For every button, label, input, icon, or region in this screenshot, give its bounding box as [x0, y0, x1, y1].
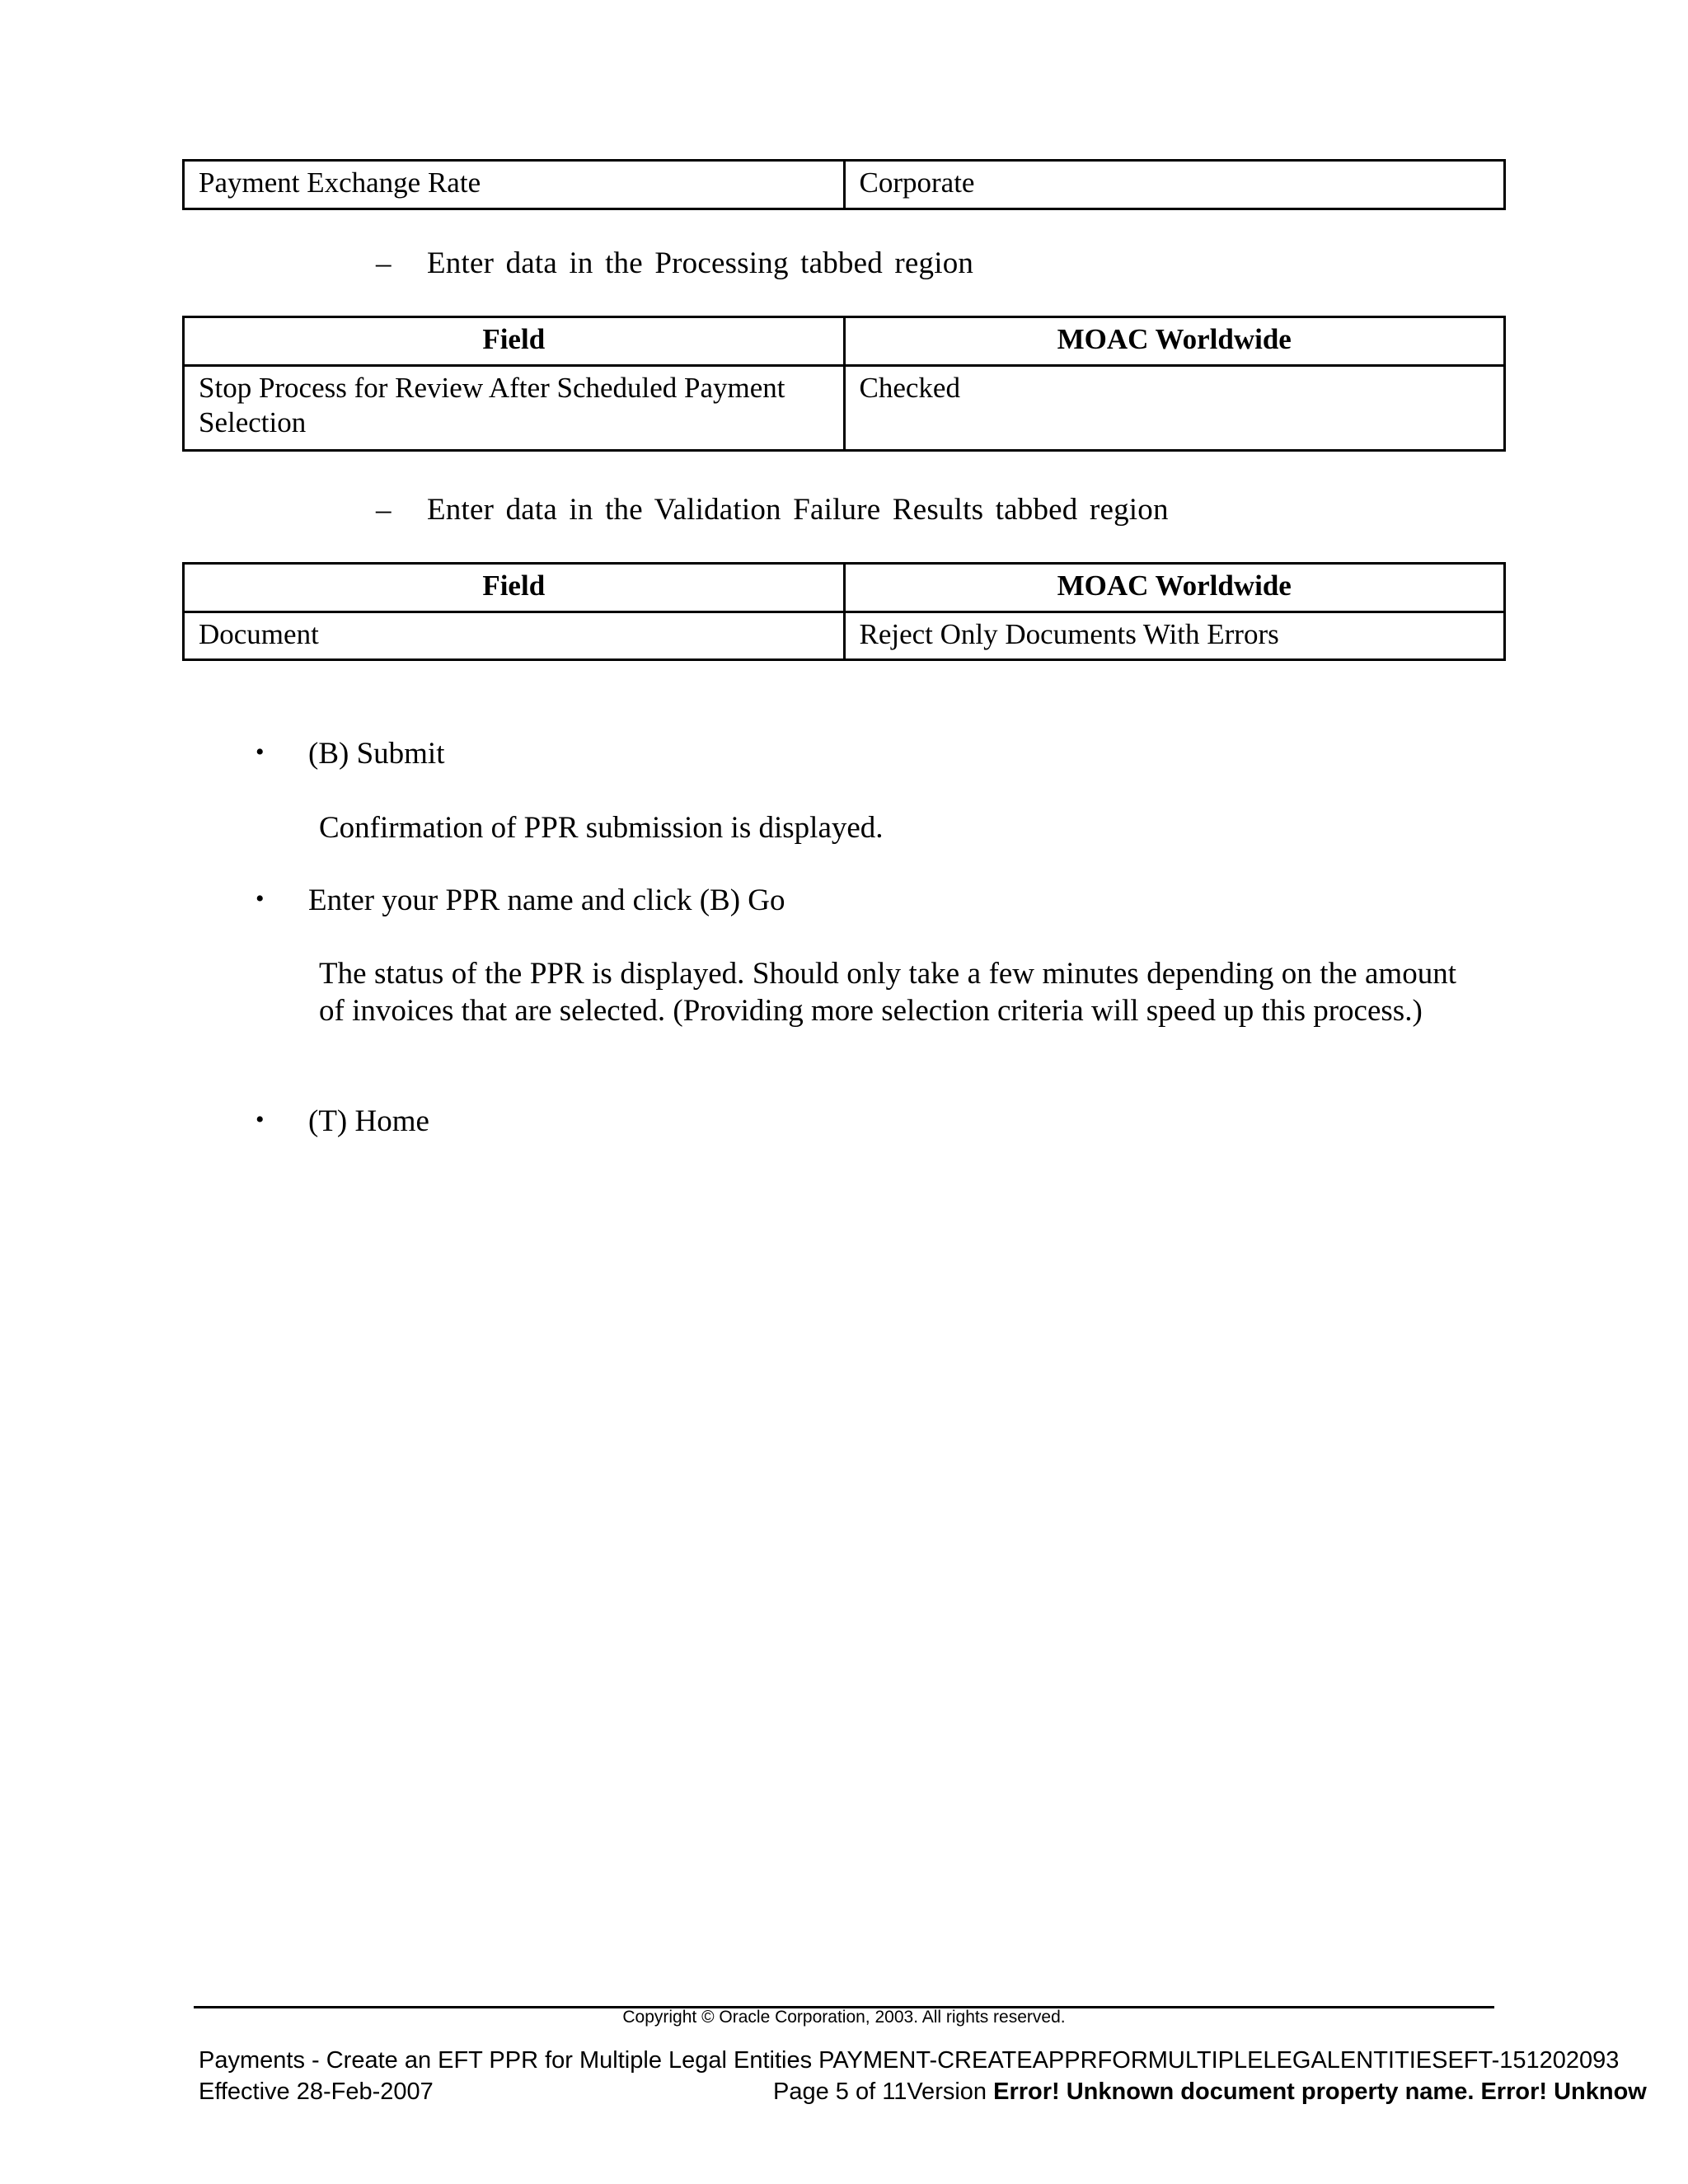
footer-document-title: Payments - Create an EFT PPR for Multiple Legal Entities PAYMENT-CREATEAPPRFORMULTIPLELEGALENTITIESEFT-151202093 [199, 2047, 1620, 2074]
dash-marker: – [376, 493, 392, 527]
step-detail: Confirmation of PPR submission is displayed. [319, 811, 884, 845]
step-text: (B) Submit [308, 737, 445, 771]
processing-table [182, 316, 1506, 452]
table-row [184, 365, 1505, 450]
footer-page-info [773, 2079, 1647, 2106]
copyright-notice: Copyright © Oracle Corporation, 2003. All rights reserved. [622, 2008, 1066, 2027]
validation-instruction [376, 492, 1169, 527]
bullet-icon: • [256, 738, 265, 766]
exchange-rate-table [182, 159, 1506, 210]
step-text: Enter your PPR name and click (B) Go [308, 883, 785, 917]
table-cell-field: Document [184, 612, 845, 660]
column-header-moac-worldwide: MOAC Worldwide [844, 317, 1505, 366]
table-cell-value: Corporate [844, 161, 1505, 209]
step-text: (T) Home [308, 1104, 429, 1138]
column-header-moac-worldwide: MOAC Worldwide [844, 564, 1505, 612]
step-submit [256, 736, 445, 771]
table-header-row [184, 564, 1505, 612]
table-row [184, 612, 1505, 660]
table-cell-field: Stop Process for Review After Scheduled Payment Selection [184, 365, 845, 450]
table-cell-value: Reject Only Documents With Errors [844, 612, 1505, 660]
table-row [184, 161, 1505, 209]
table-cell-field: Payment Exchange Rate [184, 161, 845, 209]
step-home [256, 1104, 429, 1139]
column-header-field: Field [184, 317, 845, 366]
processing-instruction [376, 246, 973, 281]
validation-instruction-text: Enter data in the Validation Failure Results tabbed region [427, 493, 1169, 527]
step-detail: The status of the PPR is displayed. Should only take a few minutes depending on the amount of invoices that are selected. (Providing more selection criteria will speed up this process.) [319, 957, 1456, 1028]
dash-marker: – [376, 246, 392, 280]
footer-error-text: Error! Unknown document property name. Error! Unknow [993, 2079, 1647, 2105]
footer-effective-date: Effective 28-Feb-2007 [199, 2079, 434, 2105]
validation-table [182, 562, 1506, 661]
processing-instruction-text: Enter data in the Processing tabbed region [427, 246, 974, 280]
bullet-icon: • [256, 1106, 265, 1133]
table-header-row [184, 317, 1505, 366]
footer-page-number: Page 5 of 11Version [773, 2079, 987, 2105]
column-header-field: Field [184, 564, 845, 612]
table-cell-value: Checked [844, 365, 1505, 450]
bullet-icon: • [256, 885, 265, 912]
step-enter-ppr-name [256, 883, 785, 918]
